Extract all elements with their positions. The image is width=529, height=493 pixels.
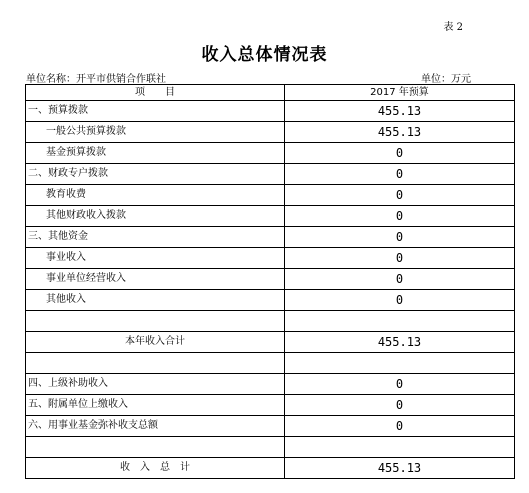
- table-row-empty: [26, 437, 515, 458]
- row-value: [285, 311, 515, 332]
- row-value: 0: [285, 290, 515, 311]
- row-label: 其他收入: [26, 290, 285, 311]
- row-value: 455.13: [285, 458, 515, 479]
- row-label: 三、其他资金: [26, 227, 285, 248]
- table-row: [26, 227, 515, 248]
- row-value: [285, 437, 515, 458]
- table-row: [26, 374, 515, 395]
- row-value: 0: [285, 395, 515, 416]
- unit-label: 单位：万元: [421, 74, 471, 85]
- row-value: 0: [285, 374, 515, 395]
- row-label: [26, 353, 285, 374]
- row-value: 0: [285, 269, 515, 290]
- row-value: 0: [285, 416, 515, 437]
- row-value: [285, 353, 515, 374]
- table-row: [26, 290, 515, 311]
- table-row-empty: [26, 353, 515, 374]
- table-row-empty: [26, 311, 515, 332]
- row-label: 五、附属单位上缴收入: [26, 395, 285, 416]
- row-label: 二、财政专户拨款: [26, 164, 285, 185]
- row-label: [26, 437, 285, 458]
- row-label: [26, 311, 285, 332]
- table-row: [26, 185, 515, 206]
- row-value: 0: [285, 164, 515, 185]
- table-row: [26, 164, 515, 185]
- table-row: [26, 143, 515, 164]
- table-header-row: [26, 85, 515, 101]
- table-number: 表 2: [443, 22, 463, 33]
- row-label: 事业收入: [26, 248, 285, 269]
- row-label: 一般公共预算拨款: [26, 122, 285, 143]
- table-row-total: [26, 458, 515, 479]
- row-label: 一、预算拨款: [26, 101, 285, 122]
- table-row: [26, 101, 515, 122]
- row-label: 事业单位经营收入: [26, 269, 285, 290]
- income-table: [25, 84, 515, 479]
- row-value: 455.13: [285, 101, 515, 122]
- row-value: 0: [285, 143, 515, 164]
- row-value: 455.13: [285, 332, 515, 353]
- row-label: 基金预算拨款: [26, 143, 285, 164]
- row-label: 教育收费: [26, 185, 285, 206]
- table-row: [26, 269, 515, 290]
- row-label: 六、用事业基金弥补收支总额: [26, 416, 285, 437]
- table-row-subtotal: [26, 332, 515, 353]
- row-value: 0: [285, 227, 515, 248]
- row-value: 0: [285, 206, 515, 227]
- row-label: 本年收入合计: [26, 332, 285, 353]
- row-label: 其他财政收入拨款: [26, 206, 285, 227]
- row-label: 四、上级补助收入: [26, 374, 285, 395]
- row-value: 0: [285, 185, 515, 206]
- table-row: [26, 248, 515, 269]
- table-row: [26, 206, 515, 227]
- header-budget: 2017 年预算: [285, 85, 515, 101]
- row-value: 455.13: [285, 122, 515, 143]
- header-item: 项 目: [26, 85, 285, 101]
- unit-name: 单位名称：开平市供销合作联社: [26, 74, 166, 85]
- page-title: 收入总体情况表: [201, 45, 328, 65]
- table-row: [26, 395, 515, 416]
- row-label: 收 入 总 计: [26, 458, 285, 479]
- row-value: 0: [285, 248, 515, 269]
- table-row: [26, 416, 515, 437]
- table-row: [26, 122, 515, 143]
